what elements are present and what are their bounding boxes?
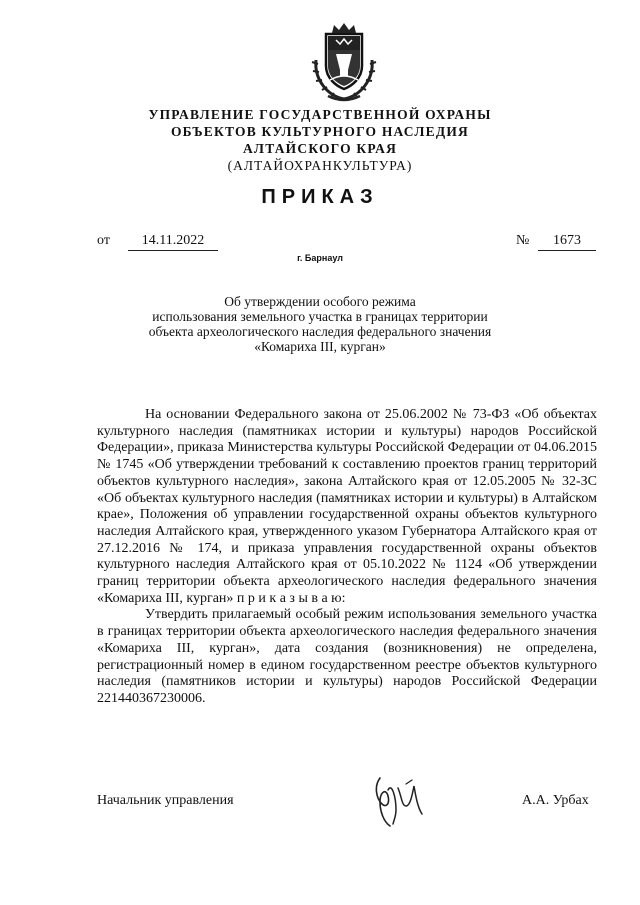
signer-name: А.А. Урбах [522, 793, 589, 808]
org-name-line-3: АЛТАЙСКОГО КРАЯ [242, 141, 398, 156]
body-paragraph-order: Утвердить прилагаемый особый режим использования земельного участка в границах территории объекта археологического наследия федерального значения «Комариха III, курган», дата создания (возникновения) не определена, регистрационный номер в едином государственном реестре объектов культурного наследия (памятников истории и культуры) народов Российской Федерации 221440367230006. [97, 607, 597, 706]
body-paragraph-basis: На основании Федерального закона от 25.06.2002 № 73-ФЗ «Об объектах культурного наследия (памятниках истории и культуры) народов Российской Федерации», приказа Министерства культуры Российской Федерации от 04.06.2015 № 1745 «Об утверждении требований к составлению проектов границ территорий объектов культурного наследия», закона Алтайского края от 12.05.2005 № 32-ЗС «Об объектах культурного наследия (памятниках истории и культуры) в Алтайском крае», Положения об управлении государственной охраны объектов культурного наследия Алтайского края, утвержденного указом Губернатора Алтайского края от 27.12.2016 № 174, и приказа управления государственной охраны объектов культурного наследия Алтайского края от 05.10.2022 № 1124 «Об утверждении границ территории объекта археологического наследия федерального значения «Комариха III, курган» п р и к а з ы в а ю: [97, 407, 597, 606]
document-body [97, 407, 597, 708]
city-label: г. Барнаул [297, 253, 343, 263]
subject-line: объекта археологического наследия федерального значения [148, 324, 492, 339]
signer-title: Начальник управления [97, 793, 234, 808]
document-date: 14.11.2022 [128, 233, 218, 251]
date-label: от [97, 233, 110, 248]
handwritten-signature [366, 768, 430, 830]
number-label: № [516, 233, 530, 248]
org-name-line-2: ОБЪЕКТОВ КУЛЬТУРНОГО НАСЛЕДИЯ [170, 124, 470, 139]
document-subject [0, 294, 640, 354]
coat-of-arms-icon [306, 20, 382, 102]
subject-line: использования земельного участка в границах территории [152, 309, 488, 324]
org-short-name: (АЛТАЙОХРАНКУЛЬТУРА) [227, 158, 413, 173]
document-number: 1673 [538, 233, 596, 251]
org-name-line-1: УПРАВЛЕНИЕ ГОСУДАРСТВЕННОЙ ОХРАНЫ [148, 107, 492, 122]
subject-line: «Комариха III, курган» [254, 339, 386, 354]
subject-line: Об утверждении особого режима [224, 294, 416, 309]
document-type-title: ПРИКАЗ [261, 186, 379, 208]
